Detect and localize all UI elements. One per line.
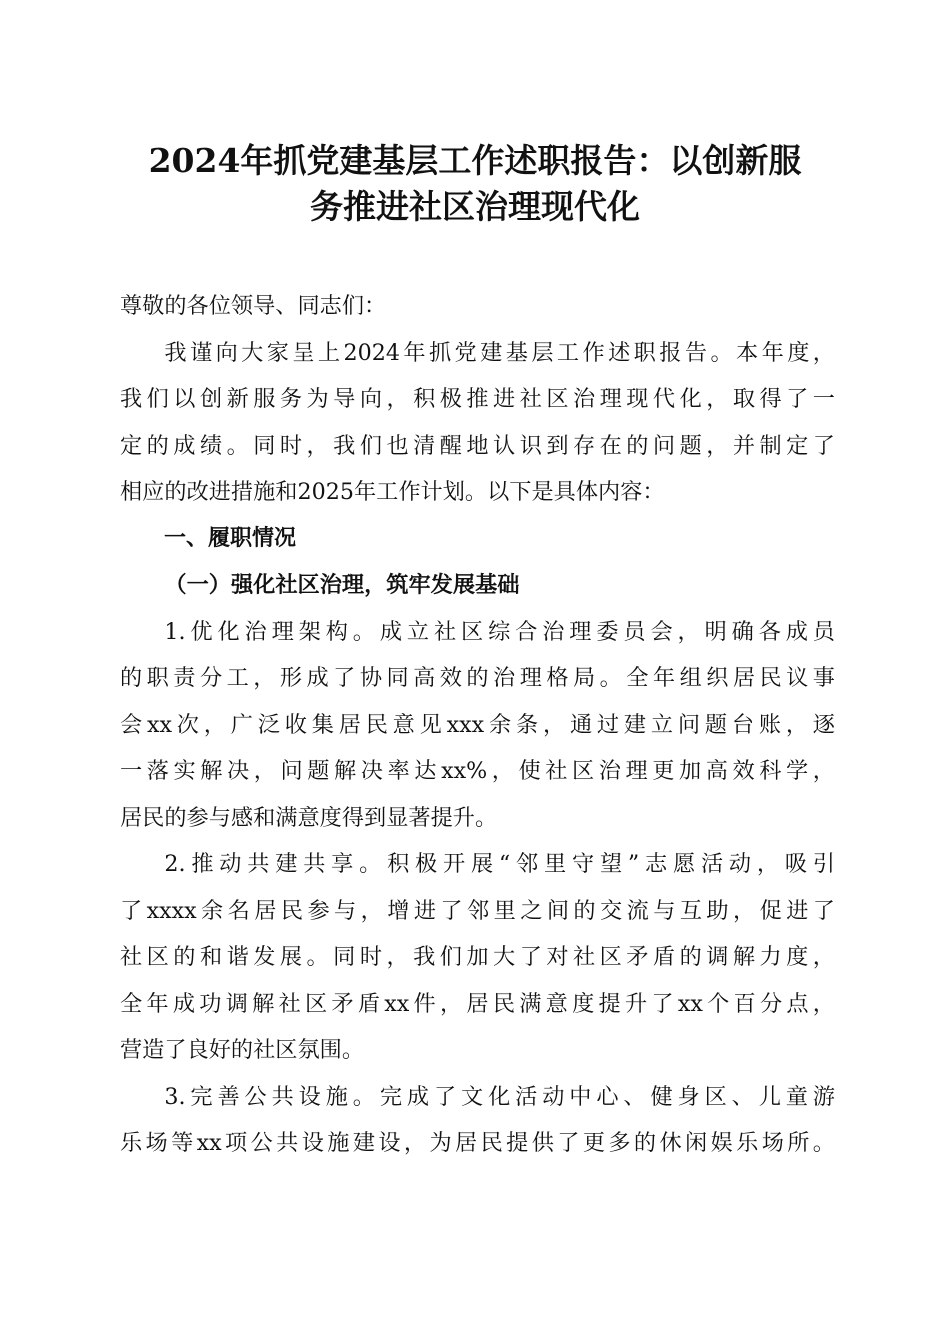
intro-paragraph <box>120 330 835 516</box>
item-1-line-5: 居民的参与感和满意度得到显著提升。 <box>120 804 498 831</box>
intro-line-4: 相应的改进措施和2025年工作计划。以下是具体内容： <box>120 479 665 505</box>
section-heading <box>120 516 835 563</box>
item-2-line-2: 了xxxx余名居民参与，增进了邻里之间的交流与互助，促进了 <box>120 897 835 924</box>
intro-line-3: 定的成绩。同时，我们也清醒地认识到存在的问题，并制定了 <box>120 432 835 459</box>
subsection-1-heading: （一）强化社区治理，筑牢发展基础 <box>164 572 520 598</box>
section-1-heading: 一、履职情况 <box>164 525 297 551</box>
item-1-line-4: 一落实解决，问题解决率达xx%，使社区治理更加高效科学， <box>120 758 835 784</box>
item-3-line-2: 乐场等xx项公共设施建设，为居民提供了更多的休闲娱乐场所。 <box>120 1130 835 1156</box>
intro-line-1: 我谨向大家呈上2024年抓党建基层工作述职报告。本年度， <box>164 339 835 366</box>
item-2-line-1: 2.推动共建共享。积极开展“邻里守望”志愿活动，吸引 <box>164 851 835 877</box>
item-2-line-3: 社区的和谐发展。同时，我们加大了对社区矛盾的调解力度， <box>120 944 835 970</box>
item-1-line-3: 会xx次，广泛收集居民意见xxx余条，通过建立问题台账，逐 <box>120 711 835 738</box>
item-1-paragraph <box>120 609 835 842</box>
item-1-line-1: 1.优化治理架构。成立社区综合治理委员会，明确各成员 <box>164 618 835 645</box>
subsection-heading <box>120 562 835 609</box>
item-1-line-2: 的职责分工，形成了协同高效的治理格局。全年组织居民议事 <box>120 665 835 691</box>
title-line-2: 务推进社区治理现代化 <box>310 187 640 226</box>
greeting <box>120 283 835 330</box>
item-3-line-1: 3.完善公共设施。完成了文化活动中心、健身区、儿童游 <box>164 1083 835 1110</box>
item-2-line-4: 全年成功调解社区矛盾xx件，居民满意度提升了xx个百分点， <box>120 990 835 1017</box>
intro-line-2: 我们以创新服务为导向，积极推进社区治理现代化，取得了一 <box>120 386 835 412</box>
item-2-paragraph <box>120 841 835 1074</box>
document-title <box>100 138 850 230</box>
item-2-line-5: 营造了良好的社区氛围。 <box>120 1037 365 1063</box>
title-line-1: 2024年抓党建基层工作述职报告：以创新服 <box>148 141 802 180</box>
item-3-paragraph <box>120 1074 835 1167</box>
greeting-line: 尊敬的各位领导、同志们： <box>120 293 387 319</box>
document-body <box>120 283 835 1167</box>
